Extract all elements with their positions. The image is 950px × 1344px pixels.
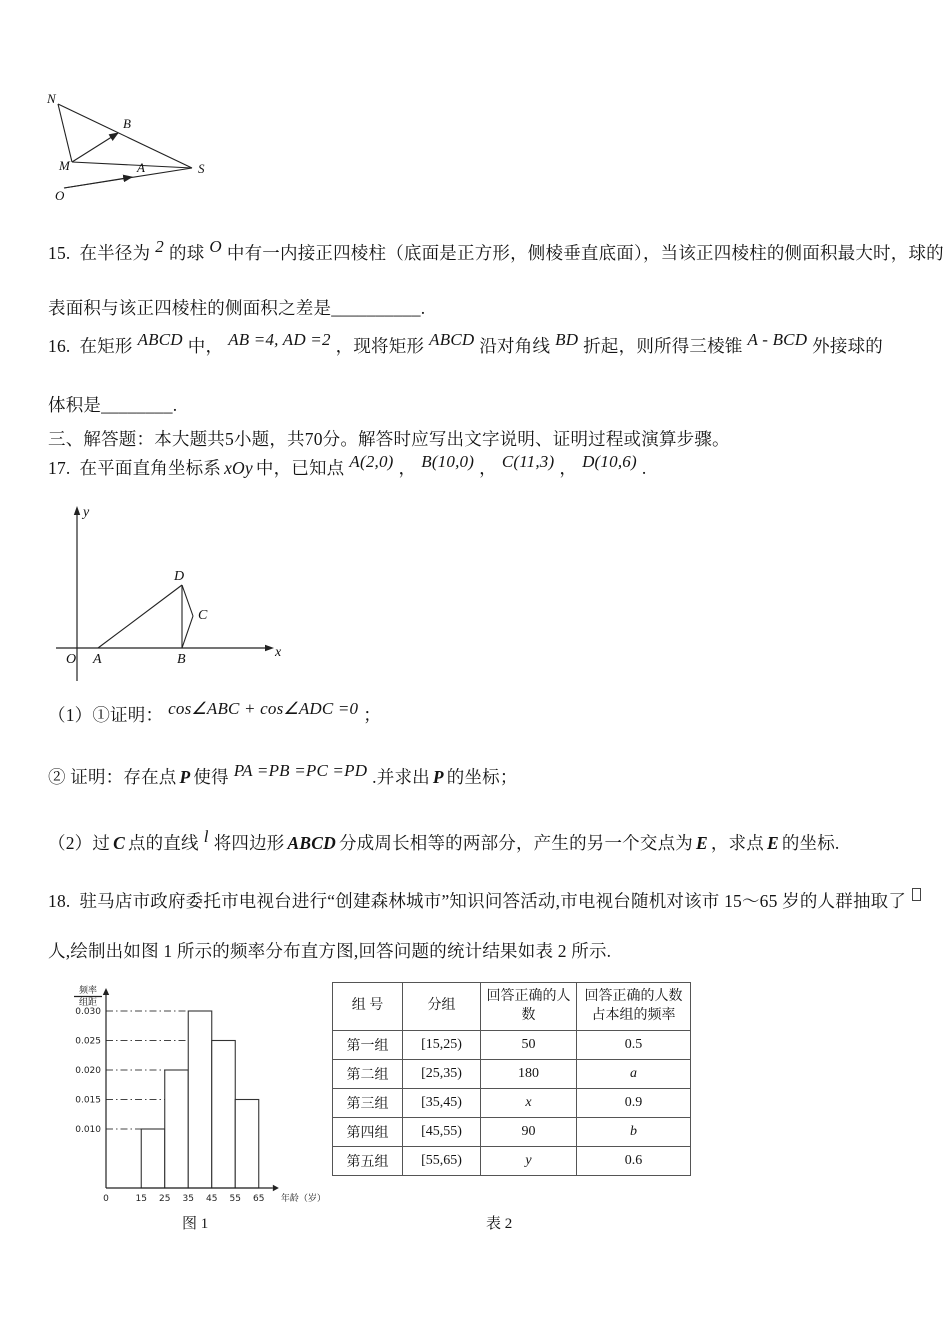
table-header-cell: 回答正确的人数 [481, 983, 577, 1031]
table-cell: a [577, 1060, 691, 1089]
math-point-D: D(10,6) [582, 452, 637, 471]
text-run: 外接球的 [812, 336, 883, 356]
point-label-O: O [55, 188, 65, 203]
table-cell: [15,25) [403, 1031, 481, 1060]
x-tick-label: 0 [103, 1194, 109, 1204]
text-run: ， [398, 458, 417, 478]
text-run: 沿对角线 [479, 336, 551, 356]
question-18-line-2 [48, 938, 611, 963]
text-run: ； [363, 705, 381, 725]
math-sphere-O: O [209, 237, 222, 256]
question-16-line-1 [48, 330, 883, 358]
text-run: 的坐标. [781, 833, 840, 853]
text-run: 的球 [169, 243, 205, 263]
table-cell: [55,65) [403, 1147, 481, 1176]
y-tick-label: 0.020 [75, 1066, 101, 1076]
section-3-heading [48, 426, 730, 451]
table-cell: 0.9 [577, 1089, 691, 1118]
table-cell: 50 [481, 1031, 577, 1060]
text-run: 将四边形 [213, 833, 285, 853]
axis-label-x: x [275, 645, 282, 660]
histogram-bar [165, 1070, 189, 1188]
table-row [333, 1147, 691, 1176]
table-cell: b [577, 1118, 691, 1147]
y-tick-label: 0.025 [75, 1036, 101, 1047]
math-E: E [695, 833, 708, 853]
caption-text: 图 1 [182, 1216, 209, 1232]
table-header-cell: 分组 [403, 983, 481, 1031]
table-cell: 第一组 [333, 1031, 403, 1060]
point-label-S: S [198, 161, 205, 176]
text-run: 在半径为 [79, 243, 151, 263]
text-run: （2）过 [48, 833, 111, 853]
x-tick-label: 65 [253, 1194, 265, 1204]
text-run: 人,绘制出如图 1 所示的频率分布直方图,回答问题的统计结果如表 2 所示. [48, 941, 612, 961]
text-run: ② 证明：存在点 [48, 767, 177, 787]
y-tick-label: 0.030 [75, 1007, 101, 1017]
question-15-line-1 [48, 237, 944, 265]
y-tick-label: 0.015 [75, 1095, 101, 1106]
y-axis-arrow [103, 988, 109, 995]
text-run: 使得 [193, 767, 229, 787]
question-number: 15. [48, 243, 71, 263]
text-run: 驻马店市政府委托市电视台进行“创建森林城市”知识问答活动,市电视台随机对该市 15～65 岁的人群抽取了 [79, 891, 907, 911]
histogram-plot [74, 984, 326, 1204]
table-row [333, 1060, 691, 1089]
table-2 [332, 982, 691, 1176]
y-tick-label: 0.010 [75, 1125, 101, 1135]
table-cell: 第四组 [333, 1118, 403, 1147]
math-point-A: A(2,0) [349, 452, 394, 471]
histogram-bar [235, 1100, 259, 1189]
y-axis-label-numerator: 频率 [78, 986, 98, 996]
point-label-B: B [123, 116, 131, 131]
math-point-C: C(11,3) [501, 452, 555, 471]
x-axis-arrow [273, 1185, 279, 1191]
math-radius: 2 [155, 237, 164, 256]
math-PA-PB-PC-PD: PA =PB =PC =PD [233, 761, 368, 780]
point-label-D: D [174, 569, 185, 584]
table-cell: 第二组 [333, 1060, 403, 1089]
text-run: 折起，则所得三棱锥 [583, 336, 743, 356]
math-C: C [113, 833, 125, 853]
x-axis-label: 年龄（岁） [280, 1194, 326, 1204]
table-cell: 第三组 [333, 1089, 403, 1118]
table-cell: 0.6 [577, 1147, 691, 1176]
table-cell: 0.5 [577, 1031, 691, 1060]
math-A-BCD: A - BCD [747, 330, 808, 349]
text-run: ， [559, 458, 578, 478]
histogram-figure-1 [66, 978, 356, 1210]
text-run: 中， [187, 336, 224, 356]
question-16-line-2 [48, 392, 177, 417]
point-label-M: M [59, 158, 70, 173]
y-axis-arrow [74, 506, 80, 515]
text-run: ， [479, 458, 497, 478]
text-run: 体积是________. [48, 395, 178, 415]
question-17-part-1 [48, 699, 381, 727]
table-row [333, 1118, 691, 1147]
table-row [333, 1031, 691, 1060]
quadrilateral-lines [98, 585, 193, 648]
text-run: ，现将矩形 [335, 336, 425, 356]
math-E: E [766, 833, 779, 853]
question-17-line-1 [48, 452, 647, 480]
histogram-bar [212, 1041, 236, 1189]
text-run: 分成周长相等的两部分，产生的另一个交点为 [338, 833, 693, 853]
text-run: ，求点 [710, 833, 764, 853]
table-cell: [25,35) [403, 1060, 481, 1089]
x-axis-arrow [265, 645, 274, 651]
histogram-bar [141, 1129, 165, 1188]
point-label-O: O [66, 652, 77, 667]
table2-header-row [333, 983, 691, 1031]
point-label-A: A [93, 652, 102, 667]
table-cell: 180 [481, 1060, 577, 1089]
table-cell: [35,45) [403, 1089, 481, 1118]
table-header-cell: 组 号 [333, 983, 403, 1031]
x-tick-label: 35 [182, 1194, 194, 1204]
math-ABCD: ABCD [137, 330, 183, 349]
text-run: （1）①证明： [48, 705, 164, 725]
question-number: 18. [48, 891, 71, 911]
text-run: .并求出 [372, 767, 430, 787]
table-header-cell: 回答正确的人数占本组的频率 [577, 983, 691, 1031]
text-run: . [641, 458, 647, 478]
x-tick-label: 25 [159, 1194, 171, 1204]
missing-char-box [912, 888, 921, 901]
table-row [333, 1089, 691, 1118]
text-run: 在矩形 [79, 336, 133, 356]
point-label-C: C [198, 608, 208, 623]
point-label-N: N [47, 92, 56, 106]
question-number: 17. [48, 458, 71, 478]
figure-vector-diagram [40, 92, 250, 207]
table-cell: 第五组 [333, 1147, 403, 1176]
math-ABCD: ABCD [287, 833, 336, 853]
table-cell: y [481, 1147, 577, 1176]
question-15-line-2 [48, 295, 425, 320]
text-run: 中有一内接正四棱柱（底面是正方形，侧棱垂直底面），当该正四棱柱的侧面积最大时，球的 [226, 243, 944, 263]
x-tick-label: 15 [135, 1194, 147, 1204]
math-cos-identity: cos∠ABC + cos∠ADC =0 [168, 699, 359, 718]
x-tick-label: 45 [206, 1194, 218, 1204]
point-label-A: A [137, 160, 145, 175]
question-17-part-3 [48, 827, 840, 855]
question-17-part-2 [48, 761, 518, 789]
question-18-line-1 [48, 888, 921, 913]
question-number: 16. [48, 336, 71, 356]
table2-body [333, 1031, 691, 1176]
math-P: P [432, 767, 444, 787]
axis-label-y: y [83, 505, 90, 520]
text-run: 在平面直角坐标系 [79, 458, 222, 478]
point-label-B: B [177, 652, 186, 667]
math-xOy: xOy [224, 458, 253, 478]
math-AB-AD: AB =4, AD =2 [228, 330, 331, 349]
table-cell: x [481, 1089, 577, 1118]
histogram-bar [188, 1011, 212, 1188]
math-BD: BD [555, 330, 579, 349]
caption-text: 表 2 [486, 1216, 513, 1232]
figure-1-caption [182, 1212, 208, 1233]
text-run: 中，已知点 [255, 458, 345, 478]
text-run: 的坐标； [446, 767, 518, 787]
table-2-caption [486, 1212, 512, 1233]
math-ABCD: ABCD [429, 330, 475, 349]
math-point-B: B(10,0) [421, 452, 475, 471]
y-axis-label-denominator: 组距 [78, 998, 98, 1008]
text-run: 三、解答题：本大题共5小题，共70分。解答时应写出文字说明、证明过程或演算步骤。 [48, 429, 730, 449]
table-cell: 90 [481, 1118, 577, 1147]
x-tick-label: 55 [229, 1194, 241, 1204]
math-P: P [179, 767, 191, 787]
text-run: 点的直线 [127, 833, 199, 853]
figure-q17-coordinate [42, 498, 312, 693]
table-cell: [45,55) [403, 1118, 481, 1147]
math-line-l: l [203, 827, 209, 846]
text-run: 表面积与该正四棱柱的侧面积之差是__________. [48, 298, 426, 318]
